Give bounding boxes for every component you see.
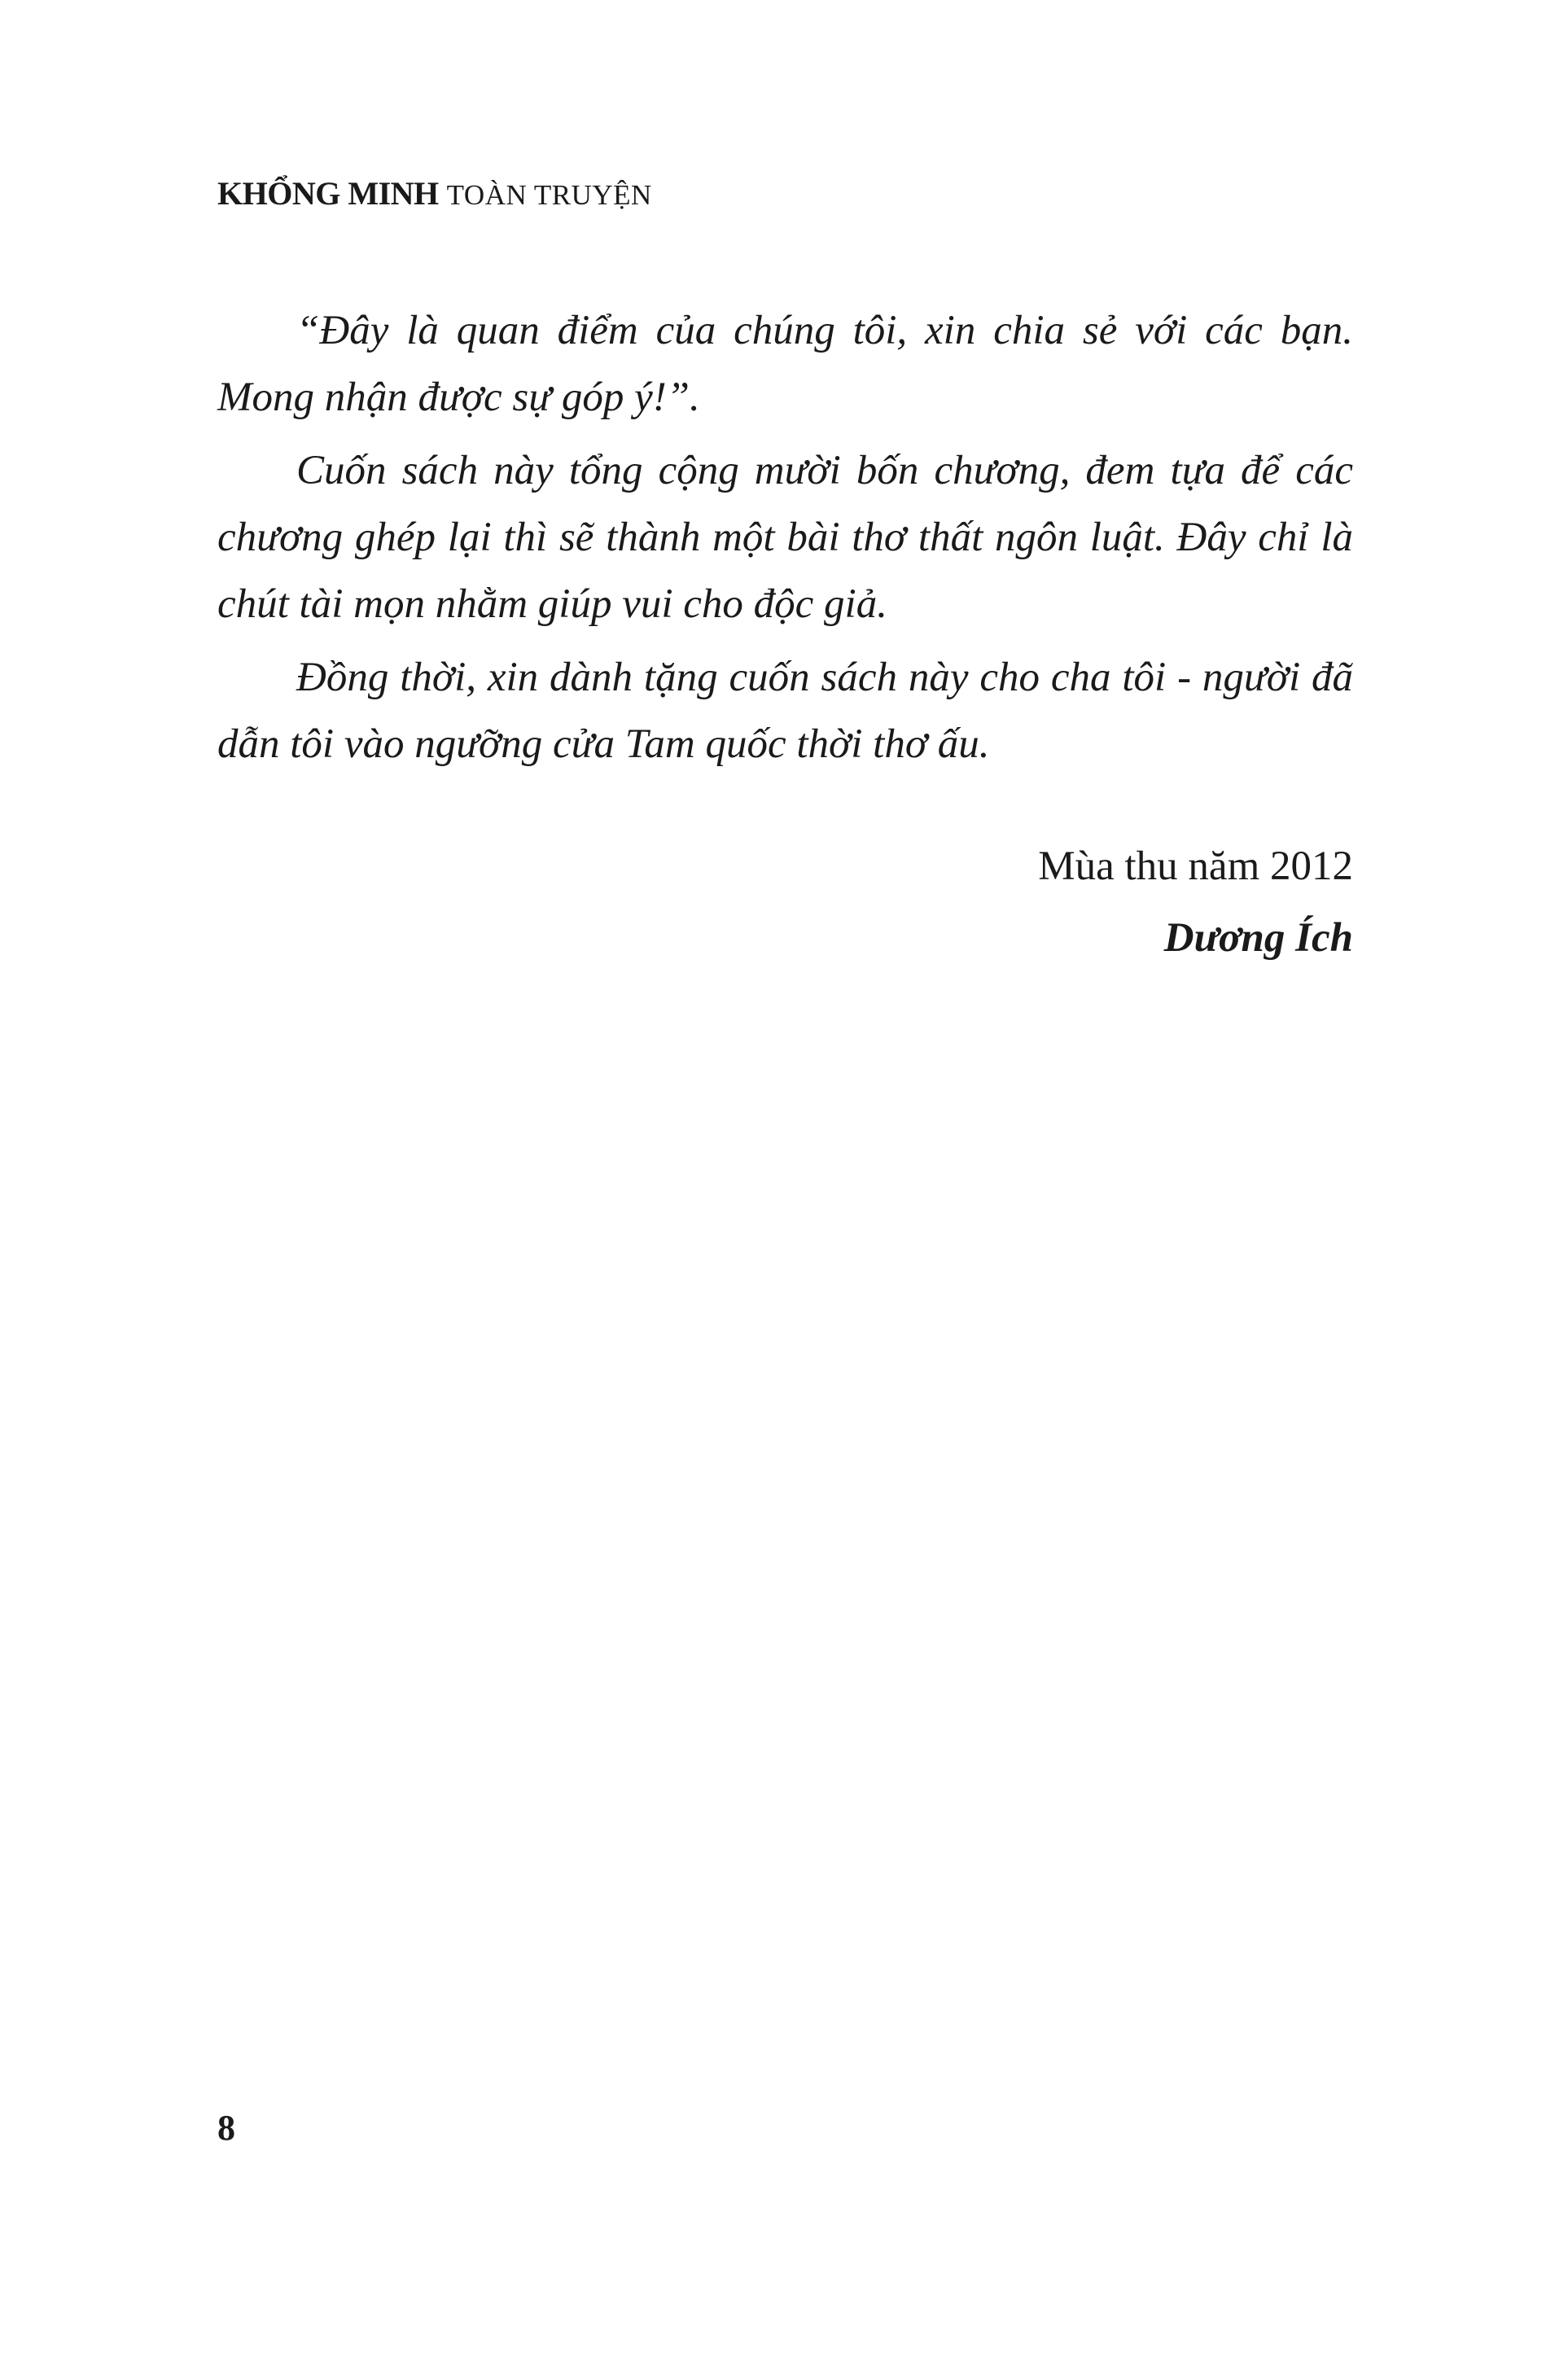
body-text: [217, 297, 1353, 784]
paragraph: “Đây là quan điểm của chúng tôi, xin chia sẻ với các bạn. Mong nhận được sự góp ý!”.: [217, 308, 1353, 420]
running-header: [217, 173, 652, 217]
signature-block: [1038, 830, 1353, 974]
signature-date: Mùa thu năm 2012: [1038, 843, 1353, 889]
book-title: KHỔNG MINH: [217, 175, 439, 212]
paragraph: Cuốn sách này tổng cộng mười bốn chương, đem tựa để các chương ghép lại thì sẽ thành một bài thơ thất ngôn luật. Đây chỉ là chút tài mọn nhằm giúp vui cho độc giả.: [217, 448, 1353, 627]
book-subtitle: TOÀN TRUYỆN: [446, 179, 652, 211]
paragraph: Đồng thời, xin dành tặng cuốn sách này cho cha tôi - người đã dẫn tôi vào ngưỡng cửa Tam quốc thời thơ ấu.: [217, 655, 1353, 767]
signature-author: Dương Ích: [1163, 915, 1353, 961]
page-number: 8: [217, 2108, 235, 2148]
